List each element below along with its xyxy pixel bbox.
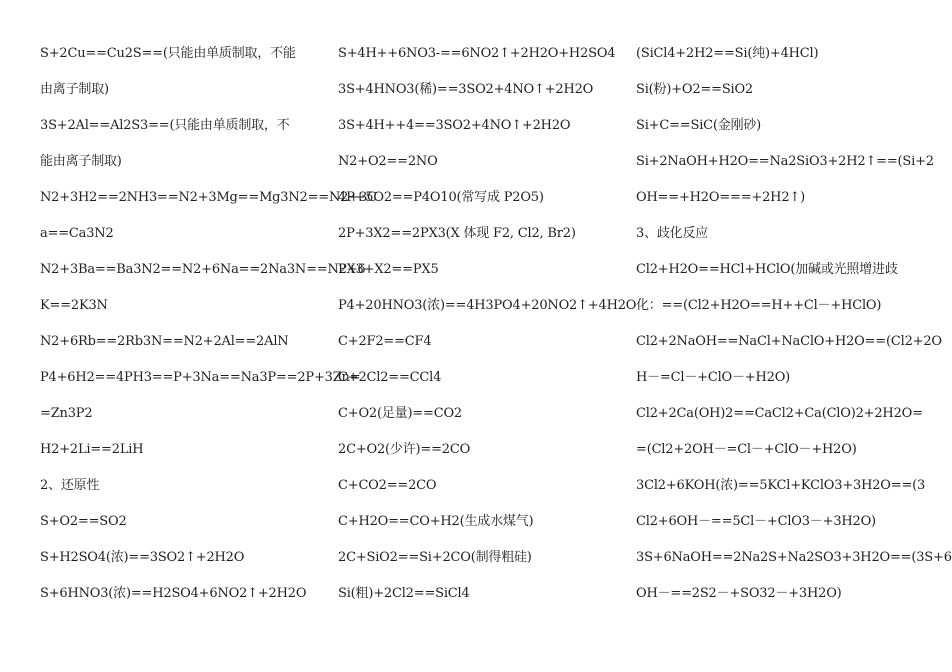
equation-line: =(Cl2+2OH－=Cl－+ClO－+H2O) [636,442,857,457]
equation-line: N2+3Ba==Ba3N2==N2+6Na==2Na3N==N2+6 [40,262,366,277]
equation-line: C+2F2==CF4 [338,334,432,349]
equation-line: Cl2+2Ca(OH)2==CaCl2+Ca(ClO)2+2H2O= [636,406,923,421]
equation-line: 能由离子制取) [40,154,122,169]
equation-line: N2+O2==2NO [338,154,438,169]
equation-line: OH－==2S2－+SO32－+3H2O) [636,586,842,601]
equation-line: 由离子制取) [40,82,109,97]
equation-line: C+2Cl2==CCl4 [338,370,442,385]
equation-line: 3S+4H++4==3SO2+4NO↑+2H2O [338,118,571,133]
equation-line: Cl2+6OH－==5Cl－+ClO3－+3H2O) [636,514,876,529]
equation-line: H2+2Li==2LiH [40,442,144,457]
equation-line: S+6HNO3(浓)==H2SO4+6NO2↑+2H2O [40,586,307,601]
equation-line: C+O2(足量)==CO2 [338,406,462,421]
equation-line: 4P+5O2==P4O10(常写成 P2O5) [338,190,544,205]
equation-line: 3S+6NaOH==2Na2S+Na2SO3+3H2O==(3S+6 [636,550,952,565]
equation-line: OH==+H2O===+2H2↑) [636,190,805,205]
equation-line: S+2Cu==Cu2S==(只能由单质制取，不能 [40,46,296,61]
equation-line: N2+3H2==2NH3==N2+3Mg==Mg3N2==N2+3C [40,190,377,205]
equation-line: K==2K3N [40,298,108,313]
equation-line: 2C+SiO2==Si+2CO(制得粗硅) [338,550,532,565]
equation-line: 化：==(Cl2+H2O==H++Cl－+HClO) [636,298,882,313]
equation-line: S+4H++6NO3-==6NO2↑+2H2O+H2SO4 [338,46,616,61]
equation-line: 3S+4HNO3(稀)==3SO2+4NO↑+2H2O [338,82,594,97]
text-column-right [636,36,952,612]
equation-line: N2+6Rb==2Rb3N==N2+2Al==2AlN [40,334,289,349]
equation-line: =Zn3P2 [40,406,93,421]
equation-line: a==Ca3N2 [40,226,114,241]
equation-line: Si+C==SiC(金刚砂) [636,118,762,133]
equation-line: Si(粉)+O2==SiO2 [636,82,754,97]
equation-line: Cl2+2NaOH==NaCl+NaClO+H2O==(Cl2+2O [636,334,942,349]
equation-line: P4+20HNO3(浓)==4H3PO4+20NO2↑+4H2O [338,298,637,313]
equation-line: PX3+X2==PX5 [338,262,439,277]
equation-line: (SiCl4+2H2==Si(纯)+4HCl) [636,46,819,61]
equation-line: 3Cl2+6KOH(浓)==5KCl+KClO3+3H2O==(3 [636,478,926,493]
equation-line: Cl2+H2O==HCl+HClO(加碱或光照增进歧 [636,262,898,277]
equation-line: S+H2SO4(浓)==3SO2↑+2H2O [40,550,245,565]
equation-line: 2、还原性 [40,478,100,493]
equation-line: P4+6H2==4PH3==P+3Na==Na3P==2P+3Zn= [40,370,361,385]
text-column-left [40,36,377,612]
equation-line: 2C+O2(少许)==2CO [338,442,471,457]
equation-line: Si(粗)+2Cl2==SiCl4 [338,586,470,601]
equation-line: H－=Cl－+ClO－+H2O) [636,370,791,385]
text-column-middle [338,36,637,612]
equation-line: 3S+2Al==Al2S3==(只能由单质制取，不 [40,118,290,133]
equation-line: C+H2O==CO+H2(生成水煤气) [338,514,534,529]
equation-line: 2P+3X2==2PX3(X 体现 F2, Cl2, Br2) [338,226,576,241]
equation-line: 3、歧化反应 [636,226,709,241]
equation-line: S+O2==SO2 [40,514,127,529]
equation-line: Si+2NaOH+H2O==Na2SiO3+2H2↑==(Si+2 [636,154,934,169]
equation-line: C+CO2==2CO [338,478,437,493]
